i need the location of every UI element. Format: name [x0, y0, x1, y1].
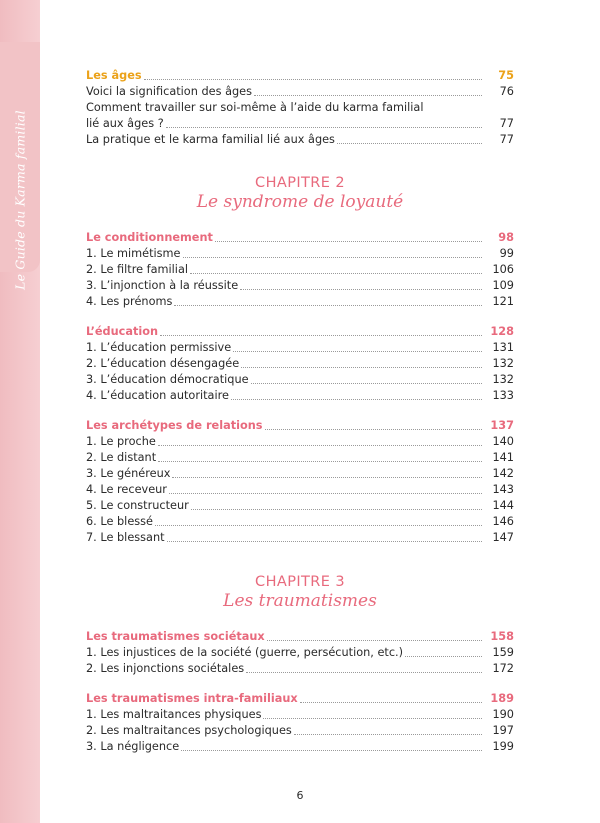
toc-entry[interactable] — [86, 448, 514, 465]
toc-page: 158 — [490, 630, 514, 643]
toc-entry-label: 6. Le blessé — [86, 515, 153, 528]
toc-page: 132 — [492, 357, 514, 370]
toc-page: 77 — [499, 133, 514, 146]
leader-dots — [144, 79, 482, 80]
toc-entry-label: Voici la signification des âges — [86, 85, 252, 98]
leader-dots — [267, 640, 482, 641]
toc-entry[interactable] — [86, 496, 514, 513]
toc-entry-label: 1. Les injustices de la société (guerre, persécution, etc.) — [86, 646, 404, 659]
leader-dots — [158, 445, 482, 446]
toc-page: 147 — [492, 531, 514, 544]
leader-dots — [263, 718, 482, 719]
toc-entry-label: 4. L’éducation autoritaire — [86, 389, 229, 402]
toc-entry[interactable] — [86, 480, 514, 497]
toc-entry[interactable] — [86, 464, 514, 481]
leader-dots — [241, 367, 482, 368]
toc-heading[interactable] — [86, 322, 514, 339]
toc-entry[interactable] — [86, 338, 514, 355]
toc-page: 190 — [492, 708, 514, 721]
leader-dots — [191, 509, 482, 510]
toc-page: 75 — [498, 69, 514, 82]
leader-dots — [174, 305, 482, 306]
toc-page: 106 — [492, 263, 514, 276]
leader-dots — [246, 672, 482, 673]
toc-page: 199 — [492, 740, 514, 753]
toc-entry[interactable] — [86, 721, 514, 738]
toc-page: 98 — [498, 231, 514, 244]
toc-entry[interactable] — [86, 98, 486, 115]
toc-page: 133 — [492, 389, 514, 402]
toc-page: 121 — [492, 295, 514, 308]
toc-entry-label: 1. L’éducation permissive — [86, 341, 232, 354]
leader-dots — [167, 541, 482, 542]
toc-page: 137 — [490, 419, 514, 432]
leader-dots — [181, 750, 482, 751]
leader-dots — [251, 383, 482, 384]
toc-page: 144 — [492, 499, 514, 512]
leader-dots — [300, 702, 482, 703]
toc-entry-label: 1. Le mimétisme — [86, 247, 181, 260]
toc-entry-label: 2. Les maltraitances psychologiques — [86, 724, 292, 737]
leader-dots — [190, 273, 482, 274]
toc-page: 189 — [490, 692, 514, 705]
toc-page: 77 — [499, 117, 514, 130]
toc-entry-label: La pratique et le karma familial lié aux âges — [86, 133, 335, 146]
chapter-label: CHAPITRE 3 — [255, 574, 345, 590]
leader-dots — [166, 127, 482, 128]
toc-page: 76 — [499, 85, 514, 98]
leader-dots — [160, 335, 482, 336]
toc-page: 142 — [492, 467, 514, 480]
toc-entry[interactable] — [86, 292, 514, 309]
leader-dots — [215, 241, 482, 242]
leader-dots — [158, 461, 482, 462]
toc-entry[interactable] — [86, 354, 514, 371]
toc-entry[interactable] — [86, 737, 514, 754]
leader-dots — [233, 351, 482, 352]
toc-page: 143 — [492, 483, 514, 496]
toc-heading-label: Le conditionnement — [86, 231, 213, 244]
toc-entry-label: 4. Le receveur — [86, 483, 167, 496]
leader-dots — [155, 525, 482, 526]
toc-page: 140 — [492, 435, 514, 448]
toc-entry[interactable] — [86, 528, 514, 545]
toc-heading-label: Les traumatismes sociétaux — [86, 630, 265, 643]
leader-dots — [337, 143, 482, 144]
page-number: 6 — [296, 789, 304, 802]
leader-dots — [405, 656, 482, 657]
toc-page: 132 — [492, 373, 514, 386]
toc-heading-label: Les archétypes de relations — [86, 419, 263, 432]
toc-entry-label: 7. Le blessant — [86, 531, 165, 544]
leader-dots — [172, 477, 482, 478]
toc-page: 128 — [490, 325, 514, 338]
toc-entry-label: 2. Les injonctions sociétales — [86, 662, 245, 675]
toc-page: 159 — [492, 646, 514, 659]
leader-dots — [183, 257, 482, 258]
chapter-label: CHAPITRE 2 — [255, 175, 345, 191]
toc-heading-label: L’éducation — [86, 325, 159, 338]
toc-entry[interactable] — [86, 512, 514, 529]
leader-dots — [294, 734, 482, 735]
toc-entry[interactable] — [86, 260, 514, 277]
toc-heading[interactable] — [86, 689, 514, 706]
toc-heading-label: Les âges — [86, 69, 142, 82]
leader-dots — [265, 429, 483, 430]
chapter-title: Le syndrome de loyauté — [196, 192, 404, 212]
toc-page: 172 — [492, 662, 514, 675]
toc-page: 197 — [492, 724, 514, 737]
toc-entry-label: 3. L’injonction à la réussite — [86, 279, 239, 292]
toc-entry[interactable] — [86, 432, 514, 449]
toc-entry-label: 3. La négligence — [86, 740, 180, 753]
toc-entry-label: 3. Le généreux — [86, 467, 171, 480]
toc-entry[interactable] — [86, 130, 514, 147]
toc-page: 131 — [492, 341, 514, 354]
leader-dots — [231, 399, 482, 400]
toc-heading[interactable] — [86, 416, 514, 433]
toc-entry[interactable] — [86, 244, 514, 261]
toc-heading[interactable] — [86, 627, 514, 644]
toc-entry-label: 4. Les prénoms — [86, 295, 173, 308]
toc-entry-label: 3. L’éducation démocratique — [86, 373, 249, 386]
toc-entry[interactable] — [86, 114, 514, 131]
toc-entry[interactable] — [86, 705, 514, 722]
toc-page: 99 — [499, 247, 514, 260]
toc-entry-label: 1. Les maltraitances physiques — [86, 708, 262, 721]
toc-entry-label: lié aux âges ? — [86, 117, 164, 130]
toc-entry[interactable] — [86, 82, 514, 99]
toc-entry-label: 2. Le filtre familial — [86, 263, 189, 276]
toc-entry-label: 1. Le proche — [86, 435, 156, 448]
toc-entry-label: 2. L’éducation désengagée — [86, 357, 240, 370]
toc-page: 141 — [492, 451, 514, 464]
toc-entry[interactable] — [86, 276, 514, 293]
book-title-vertical: Le Guide du Karma familial — [12, 110, 28, 290]
toc-entry-label: 2. Le distant — [86, 451, 157, 464]
leader-dots — [254, 95, 482, 96]
toc-entry-label: 5. Le constructeur — [86, 499, 189, 512]
toc-entry[interactable] — [86, 643, 514, 660]
toc-heading[interactable] — [86, 228, 514, 245]
toc-entry-label: Comment travailler sur soi-même à l’aide du karma familial — [86, 101, 424, 114]
chapter-title: Les traumatismes — [223, 591, 377, 611]
sidebar-tab — [0, 42, 40, 290]
toc-entry[interactable] — [86, 659, 514, 676]
toc-entry[interactable] — [86, 386, 514, 403]
toc-heading-label: Les traumatismes intra-familiaux — [86, 692, 298, 705]
toc-page: 146 — [492, 515, 514, 528]
toc-entry[interactable] — [86, 370, 514, 387]
leader-dots — [169, 493, 482, 494]
toc-heading-ages[interactable] — [86, 66, 514, 83]
toc-page: 109 — [492, 279, 514, 292]
leader-dots — [240, 289, 482, 290]
